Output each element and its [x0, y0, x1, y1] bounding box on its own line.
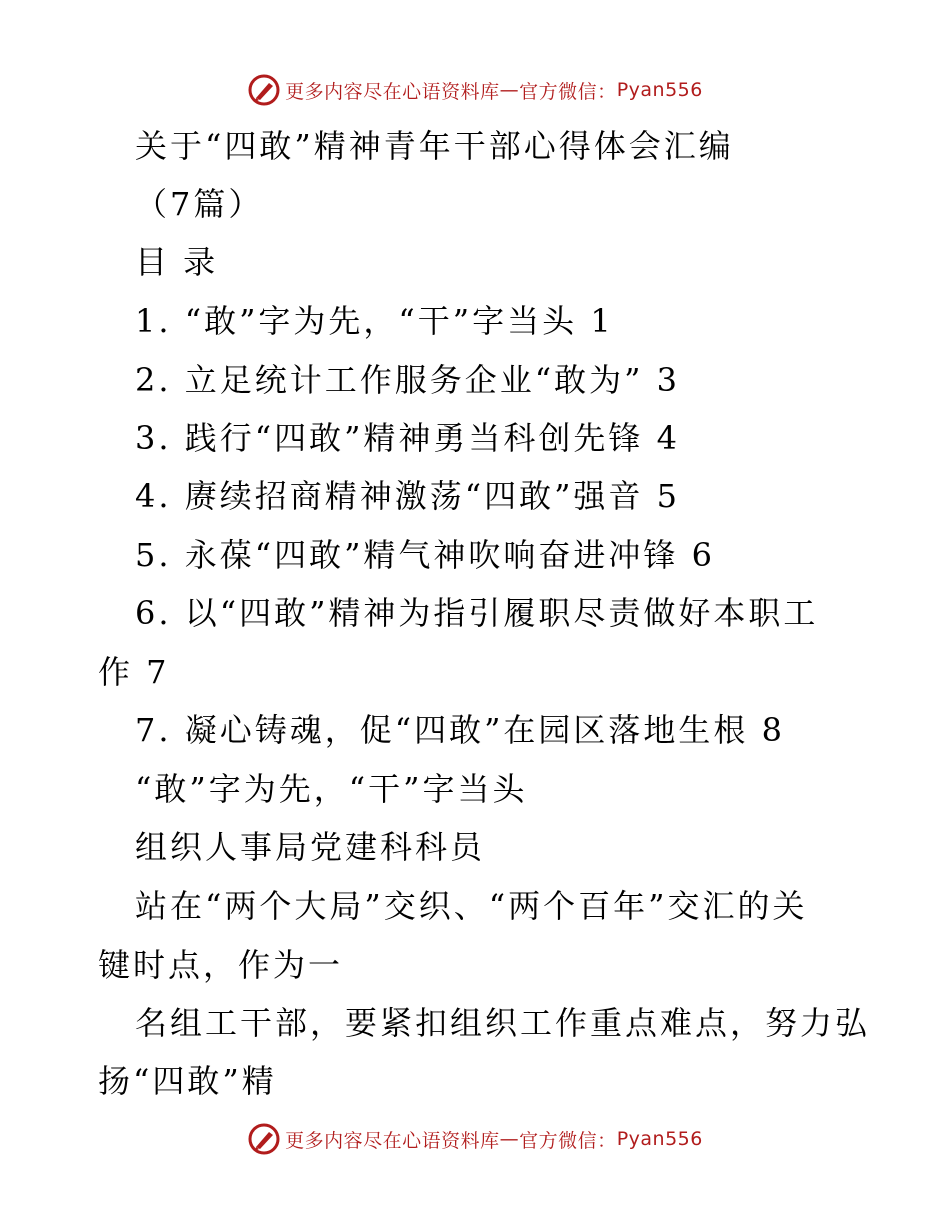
pen-circle-icon: [247, 1122, 281, 1156]
document-title: 关于“四敢”精神青年干部心得体会汇编: [135, 127, 734, 165]
toc-item[interactable]: 5. 永葆“四敢”精气神吹响奋进冲锋 6: [135, 536, 715, 574]
banner-wechat-id: Pyan556: [616, 79, 703, 101]
header-banner: [0, 70, 950, 110]
author-line: 组织人事局党建科科员: [135, 828, 486, 866]
banner-separator: —: [499, 79, 520, 101]
pen-circle-icon: [247, 73, 281, 107]
banner-wechat-id: Pyan556: [616, 1128, 703, 1150]
toc-item[interactable]: 7. 凝心铸魂，促“四敢”在园区落地生根 8: [135, 711, 785, 749]
toc-item[interactable]: 3. 践行“四敢”精神勇当科创先锋 4: [135, 419, 680, 457]
section-title: “敢”字为先，“干”字当头: [135, 770, 528, 808]
body-paragraph: 键时点，作为一: [98, 946, 344, 984]
banner-separator: —: [499, 1128, 520, 1150]
banner-wechat-label: 官方微信：: [519, 80, 617, 103]
body-paragraph: 扬“四敢”精: [98, 1062, 277, 1100]
toc-item[interactable]: 2. 立足统计工作服务企业“敢为” 3: [135, 361, 680, 399]
toc-item[interactable]: 1. “敢”字为先，“干”字当头 1: [135, 302, 614, 340]
banner-wechat-label: 官方微信：: [519, 1129, 617, 1152]
banner-text: 更多内容尽在心语资料库: [285, 1129, 500, 1152]
body-paragraph: 站在“两个大局”交织、“两个百年”交汇的关: [135, 887, 808, 925]
toc-item-continuation[interactable]: 作 7: [98, 653, 170, 691]
banner-text: 更多内容尽在心语资料库: [285, 80, 500, 103]
toc-heading: 目 录: [135, 243, 219, 281]
footer-banner: [0, 1119, 950, 1159]
toc-item[interactable]: 6. 以“四敢”精神为指引履职尽责做好本职工: [135, 594, 819, 632]
document-title-count: （7篇）: [135, 185, 264, 223]
body-paragraph: 名组工干部，要紧扣组织工作重点难点，努力弘: [135, 1004, 871, 1042]
toc-item[interactable]: 4. 赓续招商精神激荡“四敢”强音 5: [135, 477, 680, 515]
